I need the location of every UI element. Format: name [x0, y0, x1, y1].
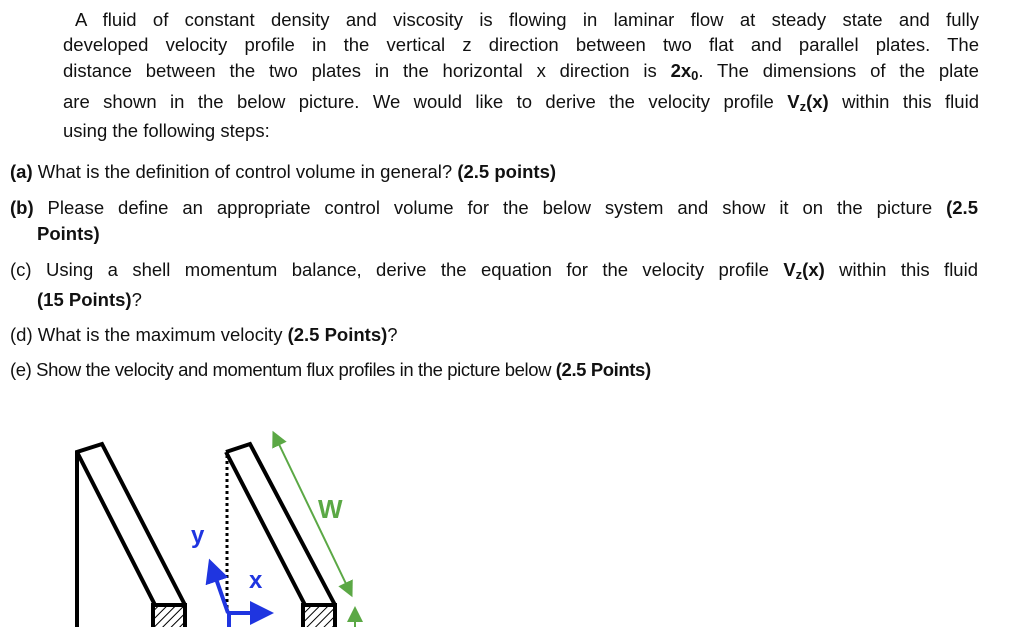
question-b: (b) Please define an appropriate control volume for the below system and show it on the picture (2.5 — [10, 197, 978, 218]
question-c-cont: (15 Points)? — [37, 289, 142, 310]
question-a: (a) What is the definition of control volume in general? (2.5 points) — [10, 161, 557, 182]
right-plate — [226, 444, 335, 627]
width-label: W — [318, 494, 343, 524]
intro-line: using the following steps: — [63, 120, 270, 141]
intro-line: are shown in the below picture. We would like to derive the velocity profile $V_z(x)$ within this fluid — [63, 91, 979, 114]
question-d: (d) What is the maximum velocity (2.5 Points)? — [10, 324, 398, 345]
question-e: (e) Show the velocity and momentum flux profiles in the picture below (2.5 Points) — [10, 359, 651, 380]
y-label: y — [191, 522, 205, 549]
x-label: x — [249, 567, 263, 594]
left-plate — [77, 444, 185, 627]
intro-line: distance between the two plates in the horizontal x direction is $2x_0$. The dimensions of the plate — [63, 60, 979, 83]
intro-line: A fluid of constant density and viscosity is flowing in laminar flow at steady state and fully — [75, 9, 979, 30]
question-b-cont: Points) — [37, 223, 100, 244]
question-c: (c) Using a shell momentum balance, derive the equation for the velocity profile $V_z(x)$ within this fluid — [10, 259, 978, 282]
intro-line: developed velocity profile in the vertical z direction between two flat and parallel plates. The — [63, 34, 979, 55]
